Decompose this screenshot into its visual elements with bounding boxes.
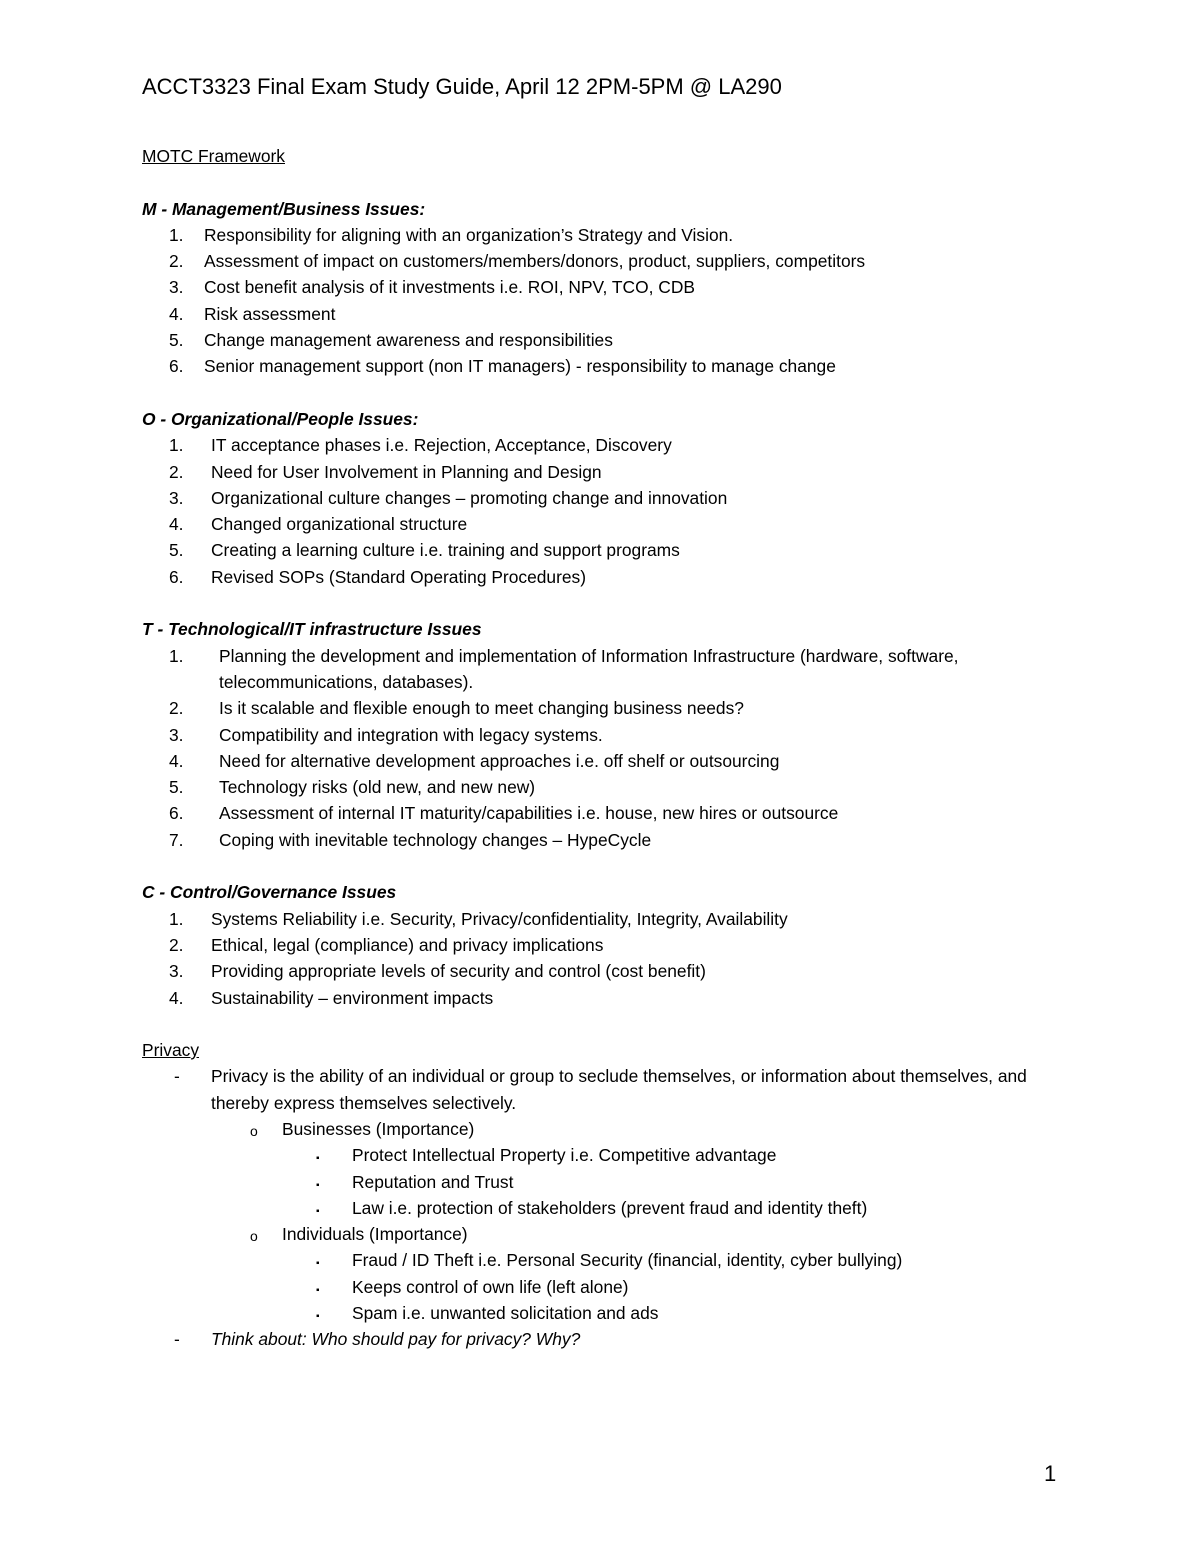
page-number: 1 bbox=[1044, 1461, 1057, 1486]
list-number: 1. bbox=[169, 435, 184, 456]
list-number: 6. bbox=[169, 566, 184, 587]
list-item bbox=[142, 643, 1042, 696]
list-text: Assessment of internal IT maturity/capabilities i.e. house, new hires or outsource bbox=[219, 803, 839, 824]
list-item bbox=[142, 958, 1042, 984]
square-bullet: ▪ bbox=[316, 1153, 320, 1165]
list-item bbox=[142, 722, 1042, 748]
privacy-heading: Privacy bbox=[142, 1040, 200, 1061]
list-item bbox=[142, 301, 1042, 327]
list-text: IT acceptance phases i.e. Rejection, Acceptance, Discovery bbox=[211, 435, 672, 456]
list-item bbox=[142, 1274, 1042, 1300]
list-number: 1. bbox=[169, 224, 184, 245]
square-bullet: ▪ bbox=[316, 1258, 320, 1270]
list-text: Changed organizational structure bbox=[211, 514, 468, 535]
list-item bbox=[142, 564, 1042, 590]
organizational-heading: O - Organizational/People Issues: bbox=[142, 408, 419, 429]
list-text: Need for User Involvement in Planning and Design bbox=[211, 461, 602, 482]
list-text: Systems Reliability i.e. Security, Privacy/confidentiality, Integrity, Availability bbox=[211, 908, 788, 929]
list-item bbox=[142, 1195, 1042, 1221]
list-number: 2. bbox=[169, 251, 184, 272]
list-text: Technology risks (old new, and new new) bbox=[219, 777, 536, 798]
list-text: Revised SOPs (Standard Operating Procedures) bbox=[211, 566, 587, 587]
list-item bbox=[142, 511, 1042, 537]
list-item bbox=[142, 248, 1042, 274]
list-text: Assessment of impact on customers/members/donors, product, suppliers, competitors bbox=[204, 251, 866, 272]
list-item bbox=[142, 1326, 1042, 1352]
technological-list bbox=[142, 643, 1042, 853]
list-item bbox=[142, 222, 1042, 248]
list-item bbox=[142, 985, 1042, 1011]
list-number: 6. bbox=[169, 803, 184, 824]
dash-bullet: - bbox=[174, 1066, 180, 1087]
list-number: 7. bbox=[169, 829, 184, 850]
list-number: 3. bbox=[169, 724, 184, 745]
spacer bbox=[142, 1011, 1042, 1037]
control-list bbox=[142, 906, 1042, 1011]
list-number: 3. bbox=[169, 277, 184, 298]
document-body bbox=[142, 143, 1042, 1353]
list-number: 4. bbox=[169, 987, 184, 1008]
list-item bbox=[142, 537, 1042, 563]
list-number: 2. bbox=[169, 698, 184, 719]
spacer bbox=[142, 853, 1042, 879]
spacer bbox=[142, 169, 1042, 195]
control-heading: C - Control/Governance Issues bbox=[142, 882, 397, 903]
list-text: Reputation and Trust bbox=[352, 1171, 514, 1192]
list-number: 3. bbox=[169, 961, 184, 982]
list-number: 4. bbox=[169, 303, 184, 324]
list-text: Ethical, legal (compliance) and privacy implications bbox=[211, 934, 604, 955]
management-heading: M - Management/Business Issues: bbox=[142, 198, 426, 219]
list-item bbox=[142, 485, 1042, 511]
list-text: Responsibility for aligning with an organization’s Strategy and Vision. bbox=[204, 224, 734, 245]
list-text: Keeps control of own life (left alone) bbox=[352, 1276, 629, 1297]
square-bullet: ▪ bbox=[316, 1205, 320, 1217]
list-item bbox=[142, 353, 1042, 379]
square-bullet: ▪ bbox=[316, 1311, 320, 1323]
circle-bullet: o bbox=[250, 1228, 258, 1245]
list-number: 2. bbox=[169, 461, 184, 482]
list-item bbox=[142, 1142, 1042, 1168]
list-text: Change management awareness and responsibilities bbox=[204, 330, 613, 351]
framework-heading: MOTC Framework bbox=[142, 146, 285, 166]
list-item bbox=[142, 774, 1042, 800]
list-item bbox=[142, 1300, 1042, 1326]
dash-bullet: - bbox=[174, 1329, 180, 1350]
list-item bbox=[142, 1247, 1042, 1273]
list-number: 1. bbox=[169, 908, 184, 929]
list-item bbox=[142, 906, 1042, 932]
list-text: Need for alternative development approaches i.e. off shelf or outsourcing bbox=[219, 750, 780, 771]
list-item bbox=[142, 695, 1042, 721]
list-text: Planning the development and implementation of Information Infrastructure (hardware, software, telecommunications, databases). bbox=[219, 645, 959, 692]
list-text: Risk assessment bbox=[204, 303, 336, 324]
list-number: 5. bbox=[169, 330, 184, 351]
list-number: 4. bbox=[169, 514, 184, 535]
list-item bbox=[142, 327, 1042, 353]
list-text: Creating a learning culture i.e. training and support programs bbox=[211, 540, 680, 561]
list-item bbox=[142, 1063, 1042, 1116]
list-number: 6. bbox=[169, 356, 184, 377]
list-text: Is it scalable and flexible enough to meet changing business needs? bbox=[219, 698, 744, 719]
list-item bbox=[142, 932, 1042, 958]
list-item bbox=[142, 800, 1042, 826]
list-item bbox=[142, 1221, 1042, 1247]
list-text: Compatibility and integration with legacy systems. bbox=[219, 724, 603, 745]
list-item bbox=[142, 827, 1042, 853]
list-text: Law i.e. protection of stakeholders (prevent fraud and identity theft) bbox=[352, 1197, 868, 1218]
list-text: Providing appropriate levels of security and control (cost benefit) bbox=[211, 961, 706, 982]
technological-heading: T - Technological/IT infrastructure Issues bbox=[142, 619, 482, 640]
businesses-label: Businesses (Importance) bbox=[282, 1118, 475, 1139]
list-item bbox=[142, 1116, 1042, 1142]
list-item bbox=[142, 274, 1042, 300]
list-item bbox=[142, 1169, 1042, 1195]
list-text: Fraud / ID Theft i.e. Personal Security (financial, identity, cyber bullying) bbox=[352, 1250, 903, 1271]
organizational-list bbox=[142, 432, 1042, 590]
management-list bbox=[142, 222, 1042, 380]
list-item bbox=[142, 748, 1042, 774]
privacy-definition: Privacy is the ability of an individual or group to seclude themselves, or information about themselves, and thereby express themselves selectively. bbox=[211, 1066, 1027, 1113]
list-text: Sustainability – environment impacts bbox=[211, 987, 494, 1008]
circle-bullet: o bbox=[250, 1122, 258, 1139]
list-number: 1. bbox=[169, 645, 184, 666]
list-text: Organizational culture changes – promoting change and innovation bbox=[211, 487, 728, 508]
list-text: Coping with inevitable technology changes – HypeCycle bbox=[219, 829, 652, 850]
square-bullet: ▪ bbox=[316, 1179, 320, 1191]
square-bullet: ▪ bbox=[316, 1284, 320, 1296]
document-title: ACCT3323 Final Exam Study Guide, April 12 2PM-5PM @ LA290 bbox=[142, 74, 782, 99]
list-number: 5. bbox=[169, 777, 184, 798]
list-text: Protect Intellectual Property i.e. Competitive advantage bbox=[352, 1145, 777, 1166]
list-text: Spam i.e. unwanted solicitation and ads bbox=[352, 1303, 659, 1324]
list-item bbox=[142, 432, 1042, 458]
list-number: 2. bbox=[169, 934, 184, 955]
list-text: Cost benefit analysis of it investments i.e. ROI, NPV, TCO, CDB bbox=[204, 277, 695, 298]
list-item bbox=[142, 459, 1042, 485]
spacer bbox=[142, 380, 1042, 406]
list-number: 5. bbox=[169, 540, 184, 561]
list-number: 3. bbox=[169, 487, 184, 508]
list-text: Senior management support (non IT managers) - responsibility to manage change bbox=[204, 356, 836, 377]
individuals-label: Individuals (Importance) bbox=[282, 1224, 468, 1245]
list-number: 4. bbox=[169, 750, 184, 771]
spacer bbox=[142, 590, 1042, 616]
think-about-question: Think about: Who should pay for privacy? Why? bbox=[211, 1329, 581, 1350]
